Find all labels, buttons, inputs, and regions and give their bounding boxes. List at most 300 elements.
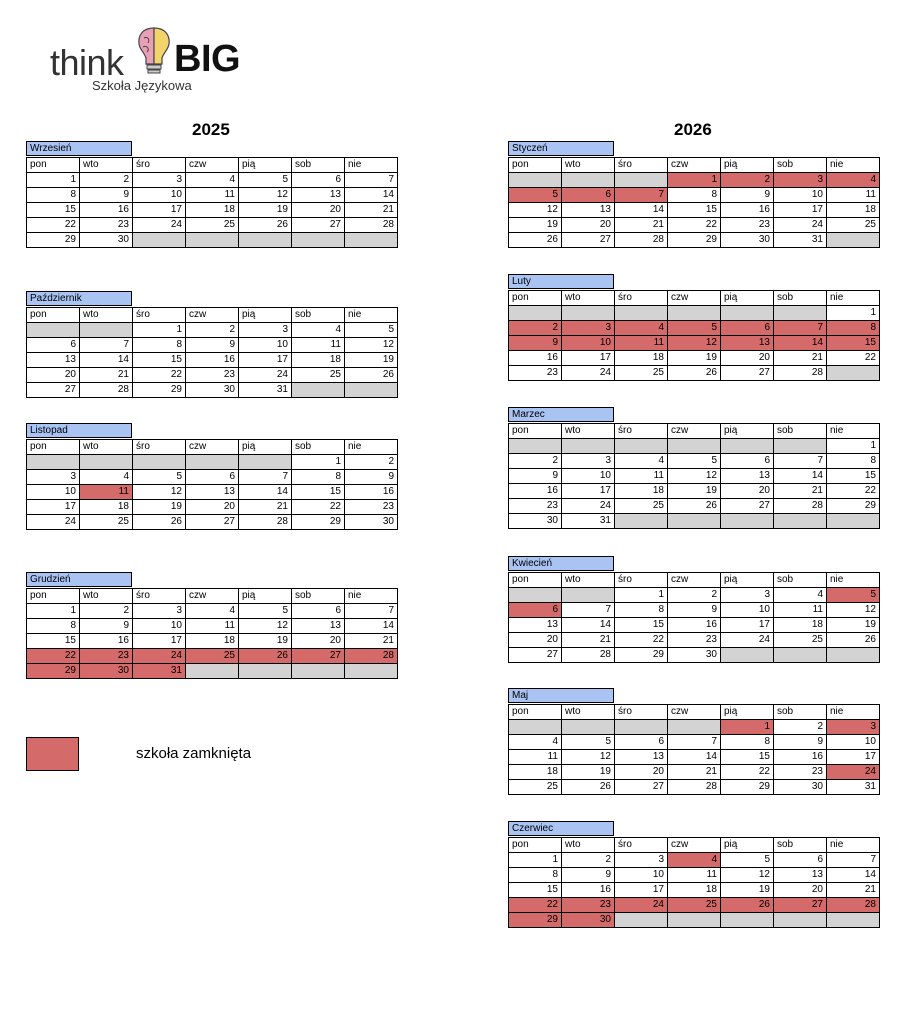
- day-cell: 22: [827, 484, 880, 499]
- month-name: Maj: [508, 688, 614, 703]
- day-cell: 25: [80, 515, 133, 530]
- day-cell: 12: [668, 469, 721, 484]
- closed-day-cell: 26: [239, 649, 292, 664]
- day-cell: 8: [509, 868, 562, 883]
- closed-day-cell: 31: [133, 664, 186, 679]
- day-cell: 1: [615, 588, 668, 603]
- day-cell: 11: [292, 338, 345, 353]
- weekday-header: nie: [345, 589, 398, 604]
- day-cell: 20: [615, 765, 668, 780]
- weekday-header: czw: [668, 158, 721, 173]
- day-cell: 9: [80, 619, 133, 634]
- empty-day-cell: [345, 233, 398, 248]
- day-cell: 15: [827, 469, 880, 484]
- closed-day-cell: 25: [186, 649, 239, 664]
- weekday-header: pon: [27, 589, 80, 604]
- day-cell: 26: [562, 780, 615, 795]
- weekday-header: pon: [509, 573, 562, 588]
- empty-day-cell: [668, 514, 721, 529]
- empty-day-cell: [239, 664, 292, 679]
- day-cell: 9: [345, 470, 398, 485]
- day-cell: 22: [827, 351, 880, 366]
- month-grid: [26, 307, 398, 398]
- day-cell: 23: [721, 218, 774, 233]
- month-grid: [26, 157, 398, 248]
- day-cell: 25: [774, 633, 827, 648]
- day-cell: 13: [774, 868, 827, 883]
- empty-day-cell: [827, 233, 880, 248]
- day-cell: 24: [562, 499, 615, 514]
- day-cell: 28: [615, 233, 668, 248]
- day-cell: 19: [668, 351, 721, 366]
- weekday-header: nie: [827, 573, 880, 588]
- weekday-header: wto: [562, 291, 615, 306]
- weekday-header: pią: [721, 838, 774, 853]
- closed-day-cell: 9: [509, 336, 562, 351]
- day-cell: 10: [133, 619, 186, 634]
- day-cell: 14: [615, 203, 668, 218]
- month-grid: [508, 290, 880, 381]
- day-cell: 6: [774, 853, 827, 868]
- day-cell: 30: [721, 233, 774, 248]
- day-cell: 8: [133, 338, 186, 353]
- closed-day-cell: 24: [133, 649, 186, 664]
- day-cell: 16: [721, 203, 774, 218]
- weekday-header: śro: [133, 440, 186, 455]
- day-cell: 11: [827, 188, 880, 203]
- day-cell: 11: [186, 619, 239, 634]
- day-cell: 18: [774, 618, 827, 633]
- weekday-header: nie: [827, 291, 880, 306]
- day-cell: 8: [27, 619, 80, 634]
- day-cell: 14: [668, 750, 721, 765]
- day-cell: 14: [562, 618, 615, 633]
- weekday-header: nie: [827, 838, 880, 853]
- day-cell: 8: [27, 188, 80, 203]
- empty-day-cell: [509, 720, 562, 735]
- day-cell: 2: [509, 454, 562, 469]
- day-cell: 18: [186, 634, 239, 649]
- day-cell: 12: [239, 188, 292, 203]
- day-cell: 24: [721, 633, 774, 648]
- day-cell: 22: [292, 500, 345, 515]
- day-cell: 18: [615, 484, 668, 499]
- day-cell: 2: [774, 720, 827, 735]
- day-cell: 2: [345, 455, 398, 470]
- month-name: Listopad: [26, 423, 132, 438]
- day-cell: 17: [721, 618, 774, 633]
- day-cell: 1: [509, 853, 562, 868]
- weekday-header: śro: [133, 308, 186, 323]
- weekday-header: śro: [615, 291, 668, 306]
- day-cell: 1: [27, 604, 80, 619]
- day-cell: 22: [615, 633, 668, 648]
- day-cell: 19: [509, 218, 562, 233]
- day-cell: 18: [80, 500, 133, 515]
- empty-day-cell: [774, 439, 827, 454]
- day-cell: 25: [615, 366, 668, 381]
- day-cell: 9: [721, 188, 774, 203]
- day-cell: 16: [345, 485, 398, 500]
- empty-day-cell: [774, 913, 827, 928]
- day-cell: 10: [774, 188, 827, 203]
- empty-day-cell: [562, 439, 615, 454]
- closed-day-cell: 5: [509, 188, 562, 203]
- logo: [50, 24, 250, 96]
- month-grid: [508, 423, 880, 529]
- closed-day-cell: 4: [827, 173, 880, 188]
- empty-day-cell: [721, 514, 774, 529]
- logo-think-text: think: [50, 42, 124, 83]
- closed-day-cell: 24: [827, 765, 880, 780]
- brain-bulb-icon: [134, 24, 174, 76]
- weekday-header: wto: [562, 573, 615, 588]
- weekday-header: pon: [509, 291, 562, 306]
- day-cell: 22: [721, 765, 774, 780]
- closed-day-cell: 12: [668, 336, 721, 351]
- day-cell: 23: [509, 366, 562, 381]
- day-cell: 17: [827, 750, 880, 765]
- empty-day-cell: [615, 514, 668, 529]
- weekday-header: śro: [615, 705, 668, 720]
- day-cell: 7: [80, 338, 133, 353]
- empty-day-cell: [721, 306, 774, 321]
- closed-day-cell: 6: [721, 321, 774, 336]
- day-cell: 17: [615, 883, 668, 898]
- closed-day-cell: 1: [721, 720, 774, 735]
- day-cell: 22: [27, 218, 80, 233]
- empty-day-cell: [292, 383, 345, 398]
- closed-day-cell: 22: [509, 898, 562, 913]
- closed-day-cell: 4: [615, 321, 668, 336]
- day-cell: 26: [668, 366, 721, 381]
- day-cell: 28: [668, 780, 721, 795]
- empty-day-cell: [27, 455, 80, 470]
- closed-day-cell: 29: [27, 664, 80, 679]
- weekday-header: nie: [345, 440, 398, 455]
- closed-day-cell: 7: [774, 321, 827, 336]
- day-cell: 16: [774, 750, 827, 765]
- weekday-header: sob: [774, 838, 827, 853]
- day-cell: 23: [186, 368, 239, 383]
- empty-day-cell: [562, 306, 615, 321]
- day-cell: 20: [562, 218, 615, 233]
- closed-day-cell: 24: [615, 898, 668, 913]
- closed-day-cell: 23: [562, 898, 615, 913]
- day-cell: 12: [562, 750, 615, 765]
- day-cell: 6: [292, 173, 345, 188]
- empty-day-cell: [80, 323, 133, 338]
- day-cell: 21: [345, 634, 398, 649]
- day-cell: 14: [80, 353, 133, 368]
- weekday-header: czw: [186, 440, 239, 455]
- day-cell: 15: [292, 485, 345, 500]
- day-cell: 23: [80, 218, 133, 233]
- day-cell: 5: [345, 323, 398, 338]
- day-cell: 29: [615, 648, 668, 663]
- day-cell: 21: [80, 368, 133, 383]
- weekday-header: pon: [27, 158, 80, 173]
- day-cell: 19: [668, 484, 721, 499]
- day-cell: 4: [774, 588, 827, 603]
- closed-day-cell: 30: [80, 664, 133, 679]
- weekday-header: sob: [774, 424, 827, 439]
- day-cell: 27: [509, 648, 562, 663]
- empty-day-cell: [292, 664, 345, 679]
- weekday-header: pią: [239, 308, 292, 323]
- day-cell: 19: [721, 883, 774, 898]
- day-cell: 18: [615, 351, 668, 366]
- day-cell: 17: [133, 634, 186, 649]
- day-cell: 16: [562, 883, 615, 898]
- day-cell: 1: [827, 306, 880, 321]
- closed-day-cell: 11: [80, 485, 133, 500]
- day-cell: 21: [615, 218, 668, 233]
- day-cell: 20: [292, 634, 345, 649]
- day-cell: 27: [27, 383, 80, 398]
- day-cell: 5: [133, 470, 186, 485]
- day-cell: 16: [80, 203, 133, 218]
- day-cell: 10: [27, 485, 80, 500]
- day-cell: 23: [345, 500, 398, 515]
- day-cell: 17: [239, 353, 292, 368]
- day-cell: 8: [668, 188, 721, 203]
- weekday-header: wto: [562, 705, 615, 720]
- day-cell: 31: [562, 514, 615, 529]
- day-cell: 30: [345, 515, 398, 530]
- empty-day-cell: [774, 514, 827, 529]
- day-cell: 16: [80, 634, 133, 649]
- day-cell: 14: [345, 619, 398, 634]
- day-cell: 27: [615, 780, 668, 795]
- day-cell: 10: [133, 188, 186, 203]
- weekday-header: wto: [80, 589, 133, 604]
- weekday-header: czw: [668, 424, 721, 439]
- day-cell: 11: [615, 469, 668, 484]
- month-name: Luty: [508, 274, 614, 289]
- empty-day-cell: [27, 323, 80, 338]
- closed-day-cell: 4: [668, 853, 721, 868]
- day-cell: 16: [186, 353, 239, 368]
- weekday-header: śro: [133, 158, 186, 173]
- closed-day-cell: 15: [827, 336, 880, 351]
- empty-day-cell: [186, 455, 239, 470]
- empty-day-cell: [827, 366, 880, 381]
- day-cell: 20: [509, 633, 562, 648]
- day-cell: 6: [292, 604, 345, 619]
- day-cell: 15: [27, 634, 80, 649]
- day-cell: 11: [774, 603, 827, 618]
- day-cell: 27: [721, 499, 774, 514]
- day-cell: 20: [292, 203, 345, 218]
- weekday-header: nie: [345, 158, 398, 173]
- empty-day-cell: [827, 648, 880, 663]
- day-cell: 9: [509, 469, 562, 484]
- day-cell: 12: [721, 868, 774, 883]
- closed-day-cell: 29: [509, 913, 562, 928]
- legend-label: szkoła zamknięta: [136, 745, 252, 762]
- month-name: Kwiecień: [508, 556, 614, 571]
- weekday-header: śro: [133, 589, 186, 604]
- empty-day-cell: [668, 720, 721, 735]
- weekday-header: czw: [186, 308, 239, 323]
- day-cell: 11: [186, 188, 239, 203]
- day-cell: 2: [80, 173, 133, 188]
- day-cell: 31: [239, 383, 292, 398]
- day-cell: 25: [827, 218, 880, 233]
- day-cell: 5: [239, 173, 292, 188]
- closed-day-cell: 22: [27, 649, 80, 664]
- day-cell: 5: [239, 604, 292, 619]
- weekday-header: czw: [186, 589, 239, 604]
- day-cell: 19: [133, 500, 186, 515]
- weekday-header: czw: [668, 291, 721, 306]
- day-cell: 19: [239, 203, 292, 218]
- day-cell: 21: [774, 351, 827, 366]
- day-cell: 12: [239, 619, 292, 634]
- day-cell: 14: [774, 469, 827, 484]
- day-cell: 21: [562, 633, 615, 648]
- day-cell: 28: [774, 499, 827, 514]
- day-cell: 4: [186, 604, 239, 619]
- day-cell: 9: [774, 735, 827, 750]
- empty-day-cell: [562, 173, 615, 188]
- day-cell: 29: [27, 233, 80, 248]
- empty-day-cell: [668, 306, 721, 321]
- day-cell: 9: [80, 188, 133, 203]
- weekday-header: sob: [774, 705, 827, 720]
- weekday-header: wto: [80, 440, 133, 455]
- day-cell: 20: [774, 883, 827, 898]
- day-cell: 2: [80, 604, 133, 619]
- empty-day-cell: [721, 648, 774, 663]
- month-name: Grudzień: [26, 572, 132, 587]
- day-cell: 8: [615, 603, 668, 618]
- day-cell: 25: [615, 499, 668, 514]
- day-cell: 14: [345, 188, 398, 203]
- day-cell: 26: [668, 499, 721, 514]
- day-cell: 1: [292, 455, 345, 470]
- empty-day-cell: [827, 514, 880, 529]
- day-cell: 24: [562, 366, 615, 381]
- empty-day-cell: [239, 233, 292, 248]
- weekday-header: śro: [615, 424, 668, 439]
- weekday-header: wto: [562, 424, 615, 439]
- day-cell: 19: [345, 353, 398, 368]
- day-cell: 3: [615, 853, 668, 868]
- closed-day-cell: 2: [509, 321, 562, 336]
- empty-day-cell: [615, 306, 668, 321]
- day-cell: 19: [827, 618, 880, 633]
- day-cell: 6: [27, 338, 80, 353]
- weekday-header: pią: [721, 705, 774, 720]
- day-cell: 21: [774, 484, 827, 499]
- weekday-header: wto: [80, 308, 133, 323]
- logo-big-text: BIG: [174, 38, 241, 80]
- day-cell: 11: [668, 868, 721, 883]
- day-cell: 10: [562, 469, 615, 484]
- weekday-header: nie: [827, 705, 880, 720]
- closed-day-cell: 3: [774, 173, 827, 188]
- day-cell: 12: [133, 485, 186, 500]
- weekday-header: pią: [721, 573, 774, 588]
- day-cell: 21: [239, 500, 292, 515]
- day-cell: 4: [509, 735, 562, 750]
- day-cell: 30: [80, 233, 133, 248]
- day-cell: 20: [186, 500, 239, 515]
- day-cell: 12: [827, 603, 880, 618]
- day-cell: 2: [668, 588, 721, 603]
- day-cell: 5: [562, 735, 615, 750]
- weekday-header: śro: [615, 838, 668, 853]
- day-cell: 21: [827, 883, 880, 898]
- month-grid: [508, 572, 880, 663]
- day-cell: 5: [721, 853, 774, 868]
- day-cell: 7: [827, 853, 880, 868]
- weekday-header: pią: [239, 158, 292, 173]
- empty-day-cell: [668, 913, 721, 928]
- empty-day-cell: [509, 306, 562, 321]
- closed-day-cell: 30: [562, 913, 615, 928]
- day-cell: 10: [721, 603, 774, 618]
- day-cell: 31: [827, 780, 880, 795]
- closed-day-cell: 1: [668, 173, 721, 188]
- day-cell: 27: [721, 366, 774, 381]
- day-cell: 19: [562, 765, 615, 780]
- empty-day-cell: [615, 720, 668, 735]
- weekday-header: pon: [509, 705, 562, 720]
- empty-day-cell: [133, 233, 186, 248]
- day-cell: 7: [345, 173, 398, 188]
- day-cell: 29: [133, 383, 186, 398]
- day-cell: 3: [721, 588, 774, 603]
- legend-swatch: [26, 737, 79, 771]
- weekday-header: śro: [615, 573, 668, 588]
- weekday-header: pią: [239, 589, 292, 604]
- day-cell: 29: [827, 499, 880, 514]
- closed-day-cell: 27: [292, 649, 345, 664]
- closed-day-cell: 6: [509, 603, 562, 618]
- day-cell: 20: [721, 484, 774, 499]
- empty-day-cell: [827, 913, 880, 928]
- month-grid: [508, 837, 880, 928]
- weekday-header: pon: [27, 308, 80, 323]
- day-cell: 13: [292, 188, 345, 203]
- day-cell: 29: [292, 515, 345, 530]
- day-cell: 14: [827, 868, 880, 883]
- day-cell: 7: [668, 735, 721, 750]
- day-cell: 4: [615, 454, 668, 469]
- day-cell: 12: [509, 203, 562, 218]
- empty-day-cell: [186, 664, 239, 679]
- day-cell: 4: [292, 323, 345, 338]
- day-cell: 3: [133, 604, 186, 619]
- empty-day-cell: [509, 439, 562, 454]
- empty-day-cell: [133, 455, 186, 470]
- day-cell: 30: [668, 648, 721, 663]
- day-cell: 30: [774, 780, 827, 795]
- weekday-header: pon: [509, 838, 562, 853]
- day-cell: 1: [133, 323, 186, 338]
- day-cell: 17: [562, 351, 615, 366]
- day-cell: 23: [509, 499, 562, 514]
- day-cell: 26: [239, 218, 292, 233]
- day-cell: 18: [509, 765, 562, 780]
- day-cell: 25: [186, 218, 239, 233]
- month-name: Czerwiec: [508, 821, 614, 836]
- empty-day-cell: [239, 455, 292, 470]
- closed-day-cell: 6: [562, 188, 615, 203]
